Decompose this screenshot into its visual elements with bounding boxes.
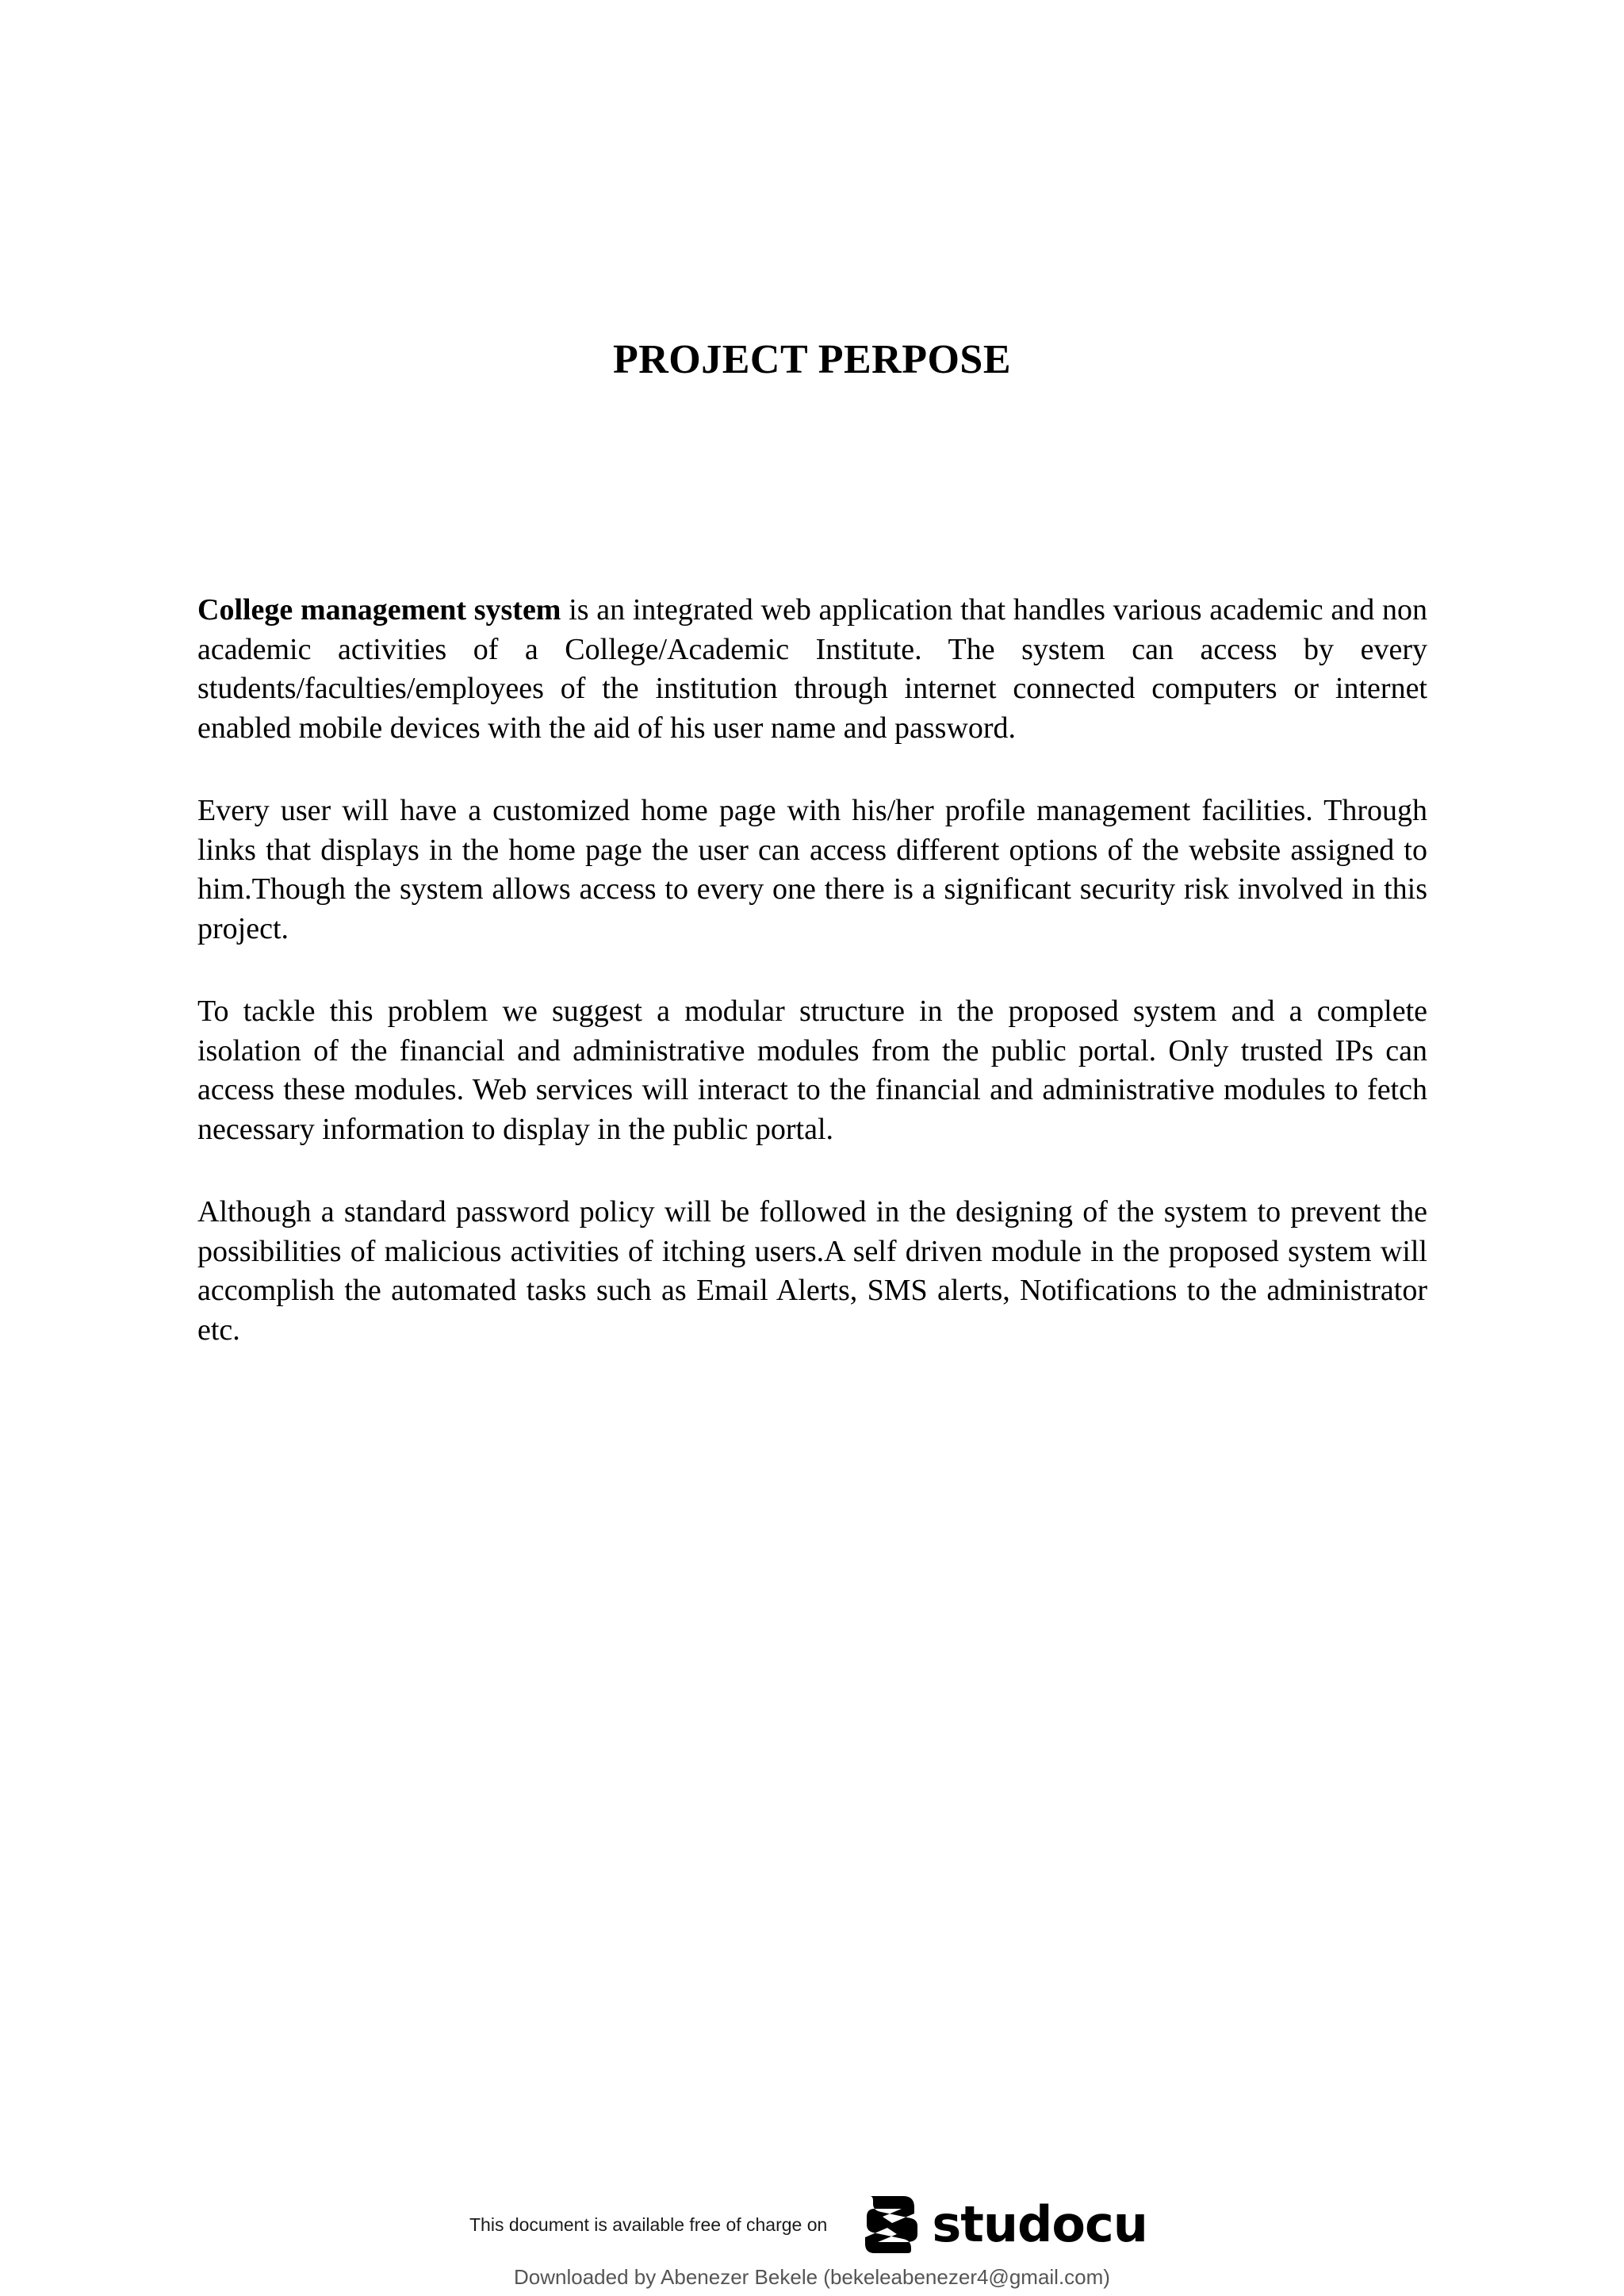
document-body — [197, 591, 1427, 1350]
footer-promo — [469, 2193, 1147, 2256]
page-title: PROJECT PERPOSE — [612, 337, 1012, 382]
download-attribution: Downloaded by Abenezer Bekele (bekeleabenezer4@gmail.com) — [514, 2265, 1110, 2289]
paragraph-1-bold-lead: College management system — [197, 593, 561, 627]
paragraph-1-text: is an integrated web application that handles various academic and non academic activities of a College/Academic Institute. The system can access by every students/faculties/employees of the institution through internet connected computers or internet enabled mobile devices with the aid of his user name and password. — [197, 593, 1427, 745]
studocu-wordmark: studocu — [932, 2195, 1147, 2253]
promo-text: This document is available free of charge on — [469, 2214, 828, 2235]
studocu-logo-icon — [862, 2193, 922, 2256]
paragraph-1 — [197, 591, 1427, 748]
paragraph-2: Every user will have a customized home page with his/her profile management facilities. Through links that displays in the home page the user can access different options of the website assigned to him.Though the system allows access to every one there is a significant security risk involved in this project. — [197, 794, 1427, 945]
paragraph-4: Although a standard password policy will be followed in the designing of the system to prevent the possibilities of malicious activities of itching users.A self driven module in the proposed system will accomplish the automated tasks such as Email Alerts, SMS alerts, Notifications to the administrator etc. — [197, 1195, 1427, 1347]
studocu-logo[interactable] — [862, 2193, 1147, 2256]
paragraph-3: To tackle this problem we suggest a modular structure in the proposed system and a complete isolation of the financial and administrative modules from the public portal. Only trusted IPs can access these modules. Web services will interact to the financial and administrative modules to fetch necessary information to display in the public portal. — [197, 995, 1427, 1146]
